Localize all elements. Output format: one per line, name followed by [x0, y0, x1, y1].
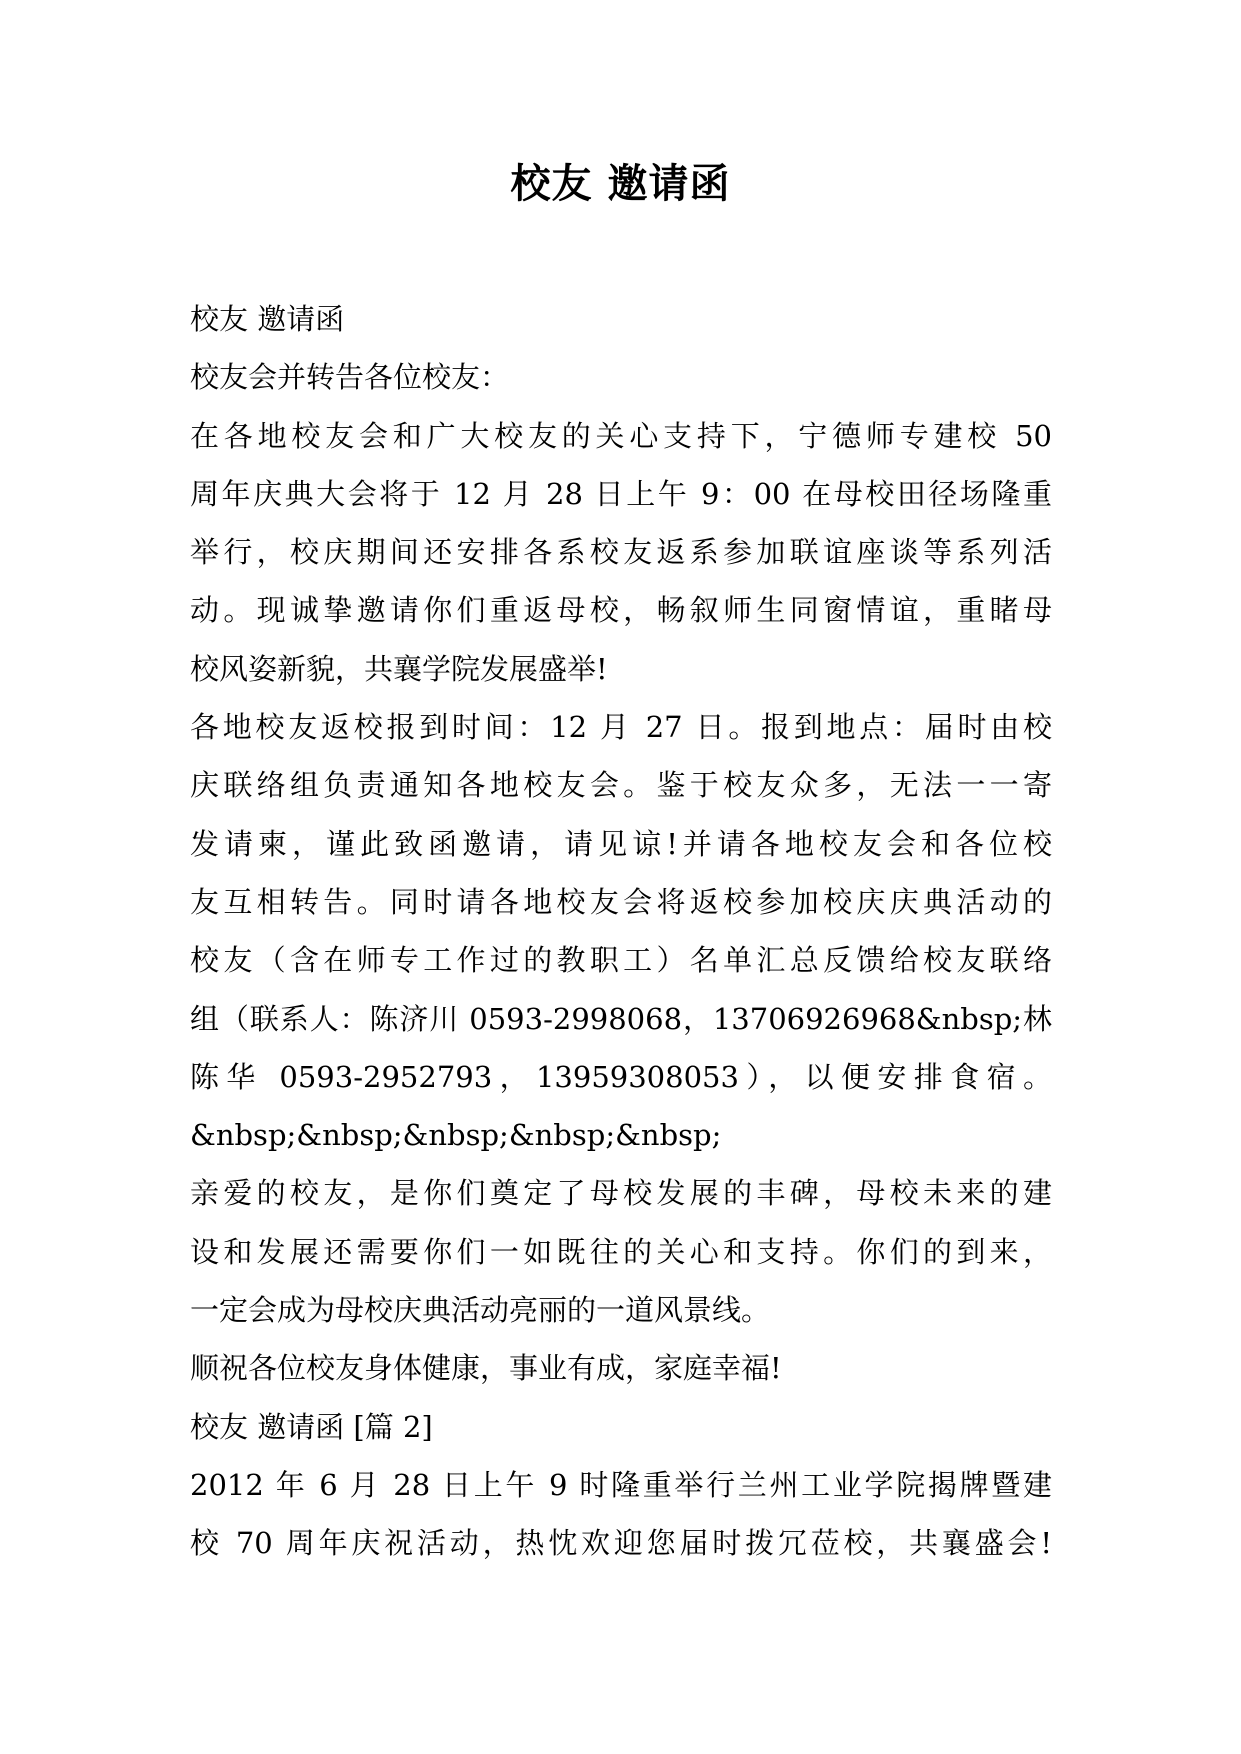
- body-line: 一定会成为母校庆典活动亮丽的一道风景线。: [190, 1293, 771, 1328]
- body-line: 动。现诚挚邀请你们重返母校，畅叙师生同窗情谊，重睹母: [190, 593, 1052, 628]
- body-line: 庆联络组负责通知各地校友会。鉴于校友众多，无法一一寄: [190, 768, 1052, 803]
- body-line: 亲爱的校友，是你们奠定了母校发展的丰碑，母校未来的建: [190, 1176, 1052, 1211]
- body-line: 校 70 周年庆祝活动，热忱欢迎您届时拨冗莅校，共襄盛会!: [190, 1526, 1052, 1561]
- body-line: 2012 年 6 月 28 日上午 9 时隆重举行兰州工业学院揭牌暨建: [190, 1467, 1052, 1502]
- body-line: &nbsp;&nbsp;&nbsp;&nbsp;&nbsp;: [190, 1118, 722, 1153]
- body-line-closing: 顺祝各位校友身体健康，事业有成，家庭幸福!: [190, 1351, 782, 1386]
- document-body: [190, 290, 1052, 1573]
- body-line: 组（联系人：陈济川 0593-2998068，13706926968&nbsp;林: [190, 1001, 1052, 1036]
- body-line-section-heading: 校友 邀请函 [篇 2]: [190, 1409, 433, 1444]
- body-line: 各地校友返校报到时间：12 月 27 日。报到地点：届时由校: [190, 710, 1052, 745]
- body-line: 校友（含在师专工作过的教职工）名单汇总反馈给校友联络: [190, 943, 1052, 978]
- document-title: 校友 邀请函: [510, 160, 731, 207]
- body-line: 友互相转告。同时请各地校友会将返校参加校庆庆典活动的: [190, 884, 1052, 919]
- body-line: 在各地校友会和广大校友的关心支持下，宁德师专建校 50: [190, 418, 1052, 453]
- body-line-heading: 校友 邀请函: [190, 302, 345, 336]
- body-line: 陈华 0593-2952793，13959308053），以便安排食宿。: [190, 1059, 1052, 1094]
- body-line: 举行，校庆期间还安排各系校友返系参加联谊座谈等系列活: [190, 535, 1052, 570]
- body-line-salutation: 校友会并转告各位校友：: [190, 360, 510, 395]
- body-line: 校风姿新貌，共襄学院发展盛举!: [190, 651, 608, 686]
- body-line: 设和发展还需要你们一如既往的关心和支持。你们的到来，: [190, 1234, 1052, 1269]
- body-line: 发请柬，谨此致函邀请，请见谅!并请各地校友会和各位校: [190, 826, 1052, 861]
- body-line: 周年庆典大会将于 12 月 28 日上午 9：00 在母校田径场隆重: [190, 476, 1052, 511]
